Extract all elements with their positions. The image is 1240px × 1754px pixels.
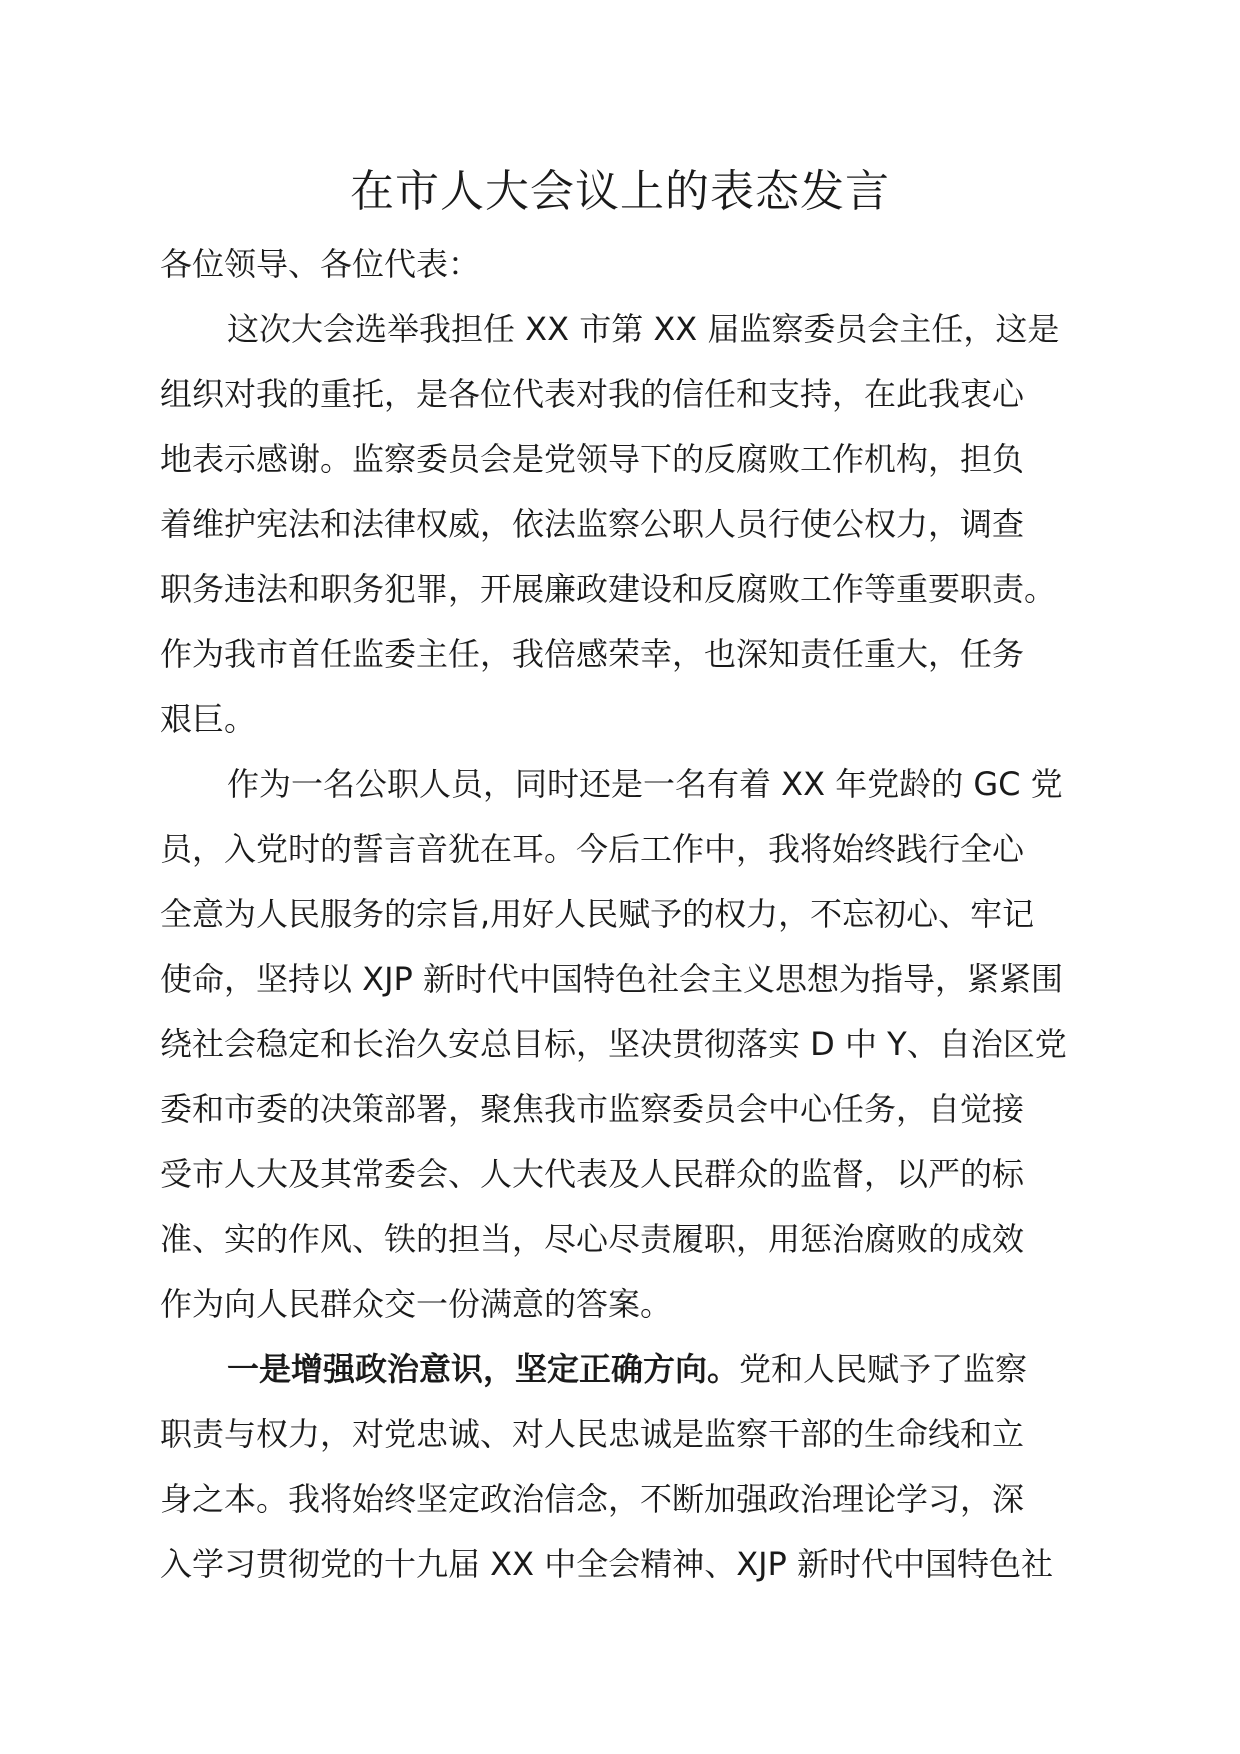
paragraph-2-line: 全意为人民服务的宗旨,用好人民赋予的权力，不忘初心、牢记 <box>160 895 1035 933</box>
paragraph-2-line: 使命，坚持以 XJP 新时代中国特色社会主义思想为指导，紧紧围 <box>160 960 1064 998</box>
paragraph-2-line: 准、实的作风、铁的担当，尽心尽责履职，用惩治腐败的成效 <box>160 1220 1025 1258</box>
document-title: 在市人大会议上的表态发言 <box>350 166 890 217</box>
paragraph-2-line: 作为向人民群众交一份满意的答案。 <box>160 1285 673 1323</box>
paragraph-3-line: 身之本。我将始终坚定政治信念，不断加强政治理论学习，深 <box>160 1480 1025 1518</box>
paragraph-2-line: 员，入党时的誓言音犹在耳。今后工作中，我将始终践行全心 <box>160 830 1025 868</box>
document-body <box>160 232 1105 1597</box>
salutation: 各位领导、各位代表： <box>160 245 481 283</box>
paragraph-1-line: 艰巨。 <box>160 700 257 738</box>
paragraph-2-line: 受市人大及其常委会、人大代表及人民群众的监督，以严的标 <box>160 1155 1025 1193</box>
paragraph-1-line: 作为我市首任监委主任，我倍感荣幸，也深知责任重大，任务 <box>160 635 1025 673</box>
paragraph-1-line: 这次大会选举我担任 XX 市第 XX 届监察委员会主任，这是 <box>227 310 1060 348</box>
paragraph-2-line: 绕社会稳定和长治久安总目标，坚决贯彻落实 D 中 Y、自治区党 <box>160 1025 1067 1063</box>
paragraph-2-line: 委和市委的决策部署，聚焦我市监察委员会中心任务，自觉接 <box>160 1090 1025 1128</box>
paragraph-1-line: 地表示感谢。监察委员会是党领导下的反腐败工作机构，担负 <box>160 440 1025 478</box>
paragraph-3-line: 入学习贯彻党的十九届 XX 中全会精神、XJP 新时代中国特色社 <box>160 1545 1054 1583</box>
paragraph-3-heading: 一是增强政治意识，坚定正确方向。 <box>227 1350 740 1388</box>
paragraph-3-line: 职责与权力，对党忠诚、对人民忠诚是监察干部的生命线和立 <box>160 1415 1025 1453</box>
paragraph-2-line: 作为一名公职人员，同时还是一名有着 XX 年党龄的 GC 党 <box>227 765 1063 803</box>
paragraph-1-line: 组织对我的重托，是各位代表对我的信任和支持，在此我衷心 <box>160 375 1025 413</box>
paragraph-1-line: 着维护宪法和法律权威，依法监察公职人员行使公权力，调查 <box>160 505 1025 543</box>
paragraph-3-first-line <box>160 1337 1105 1402</box>
paragraph-3-first-line-rest: 党和人民赋予了监察 <box>739 1350 1028 1388</box>
paragraph-1-line: 职务违法和职务犯罪，开展廉政建设和反腐败工作等重要职责。 <box>160 570 1057 608</box>
